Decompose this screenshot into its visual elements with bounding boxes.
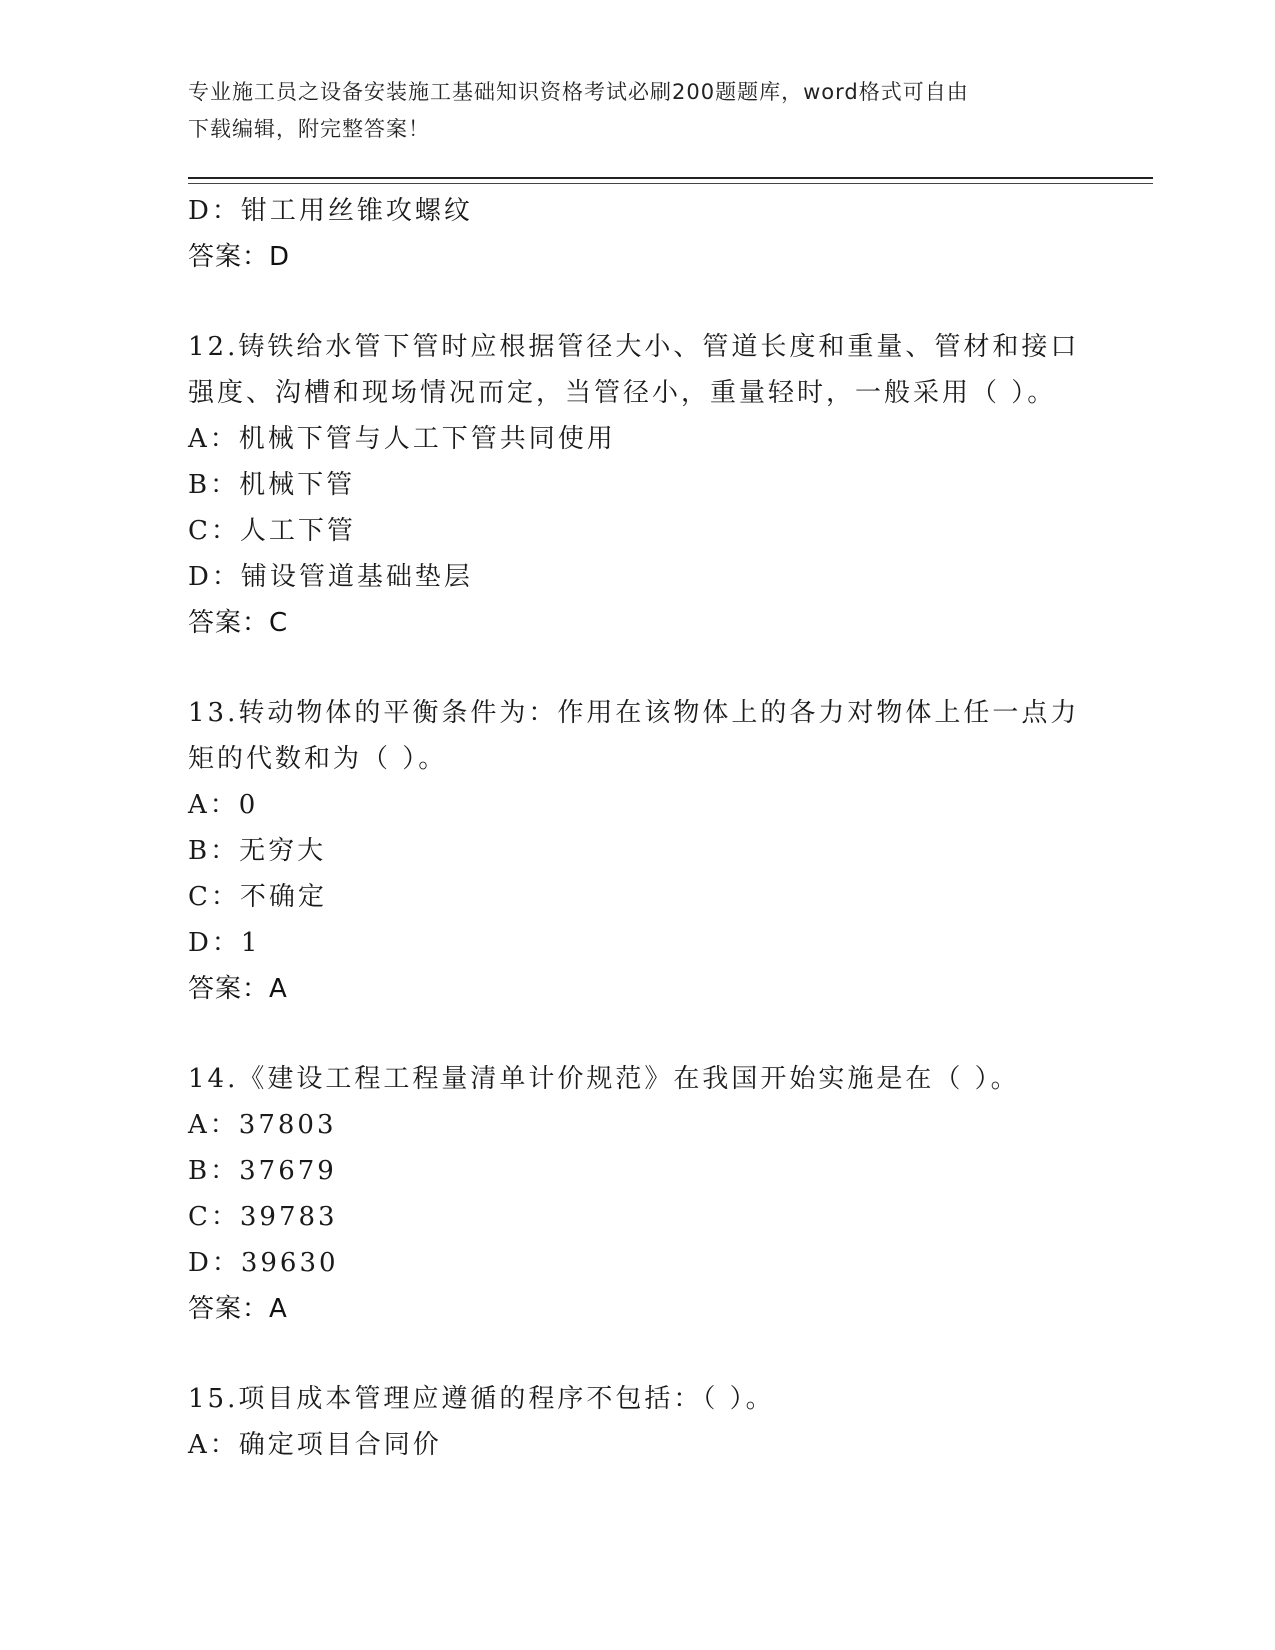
header-divider-thin (188, 183, 1153, 184)
option-b: B：机械下管 (188, 470, 356, 500)
question-block-13 (188, 690, 1088, 1012)
question-stem-cont: 矩的代数和为（ ）。 (188, 744, 448, 774)
question-block-14 (188, 1056, 1088, 1332)
option-a: A：机械下管与人工下管共同使用 (188, 424, 616, 454)
option-c: C：39783 (188, 1202, 338, 1232)
header-divider-thick (188, 177, 1153, 179)
question-stem: 13.转动物体的平衡条件为：作用在该物体上的各力对物体上任一点力 (188, 698, 1080, 728)
header-line-2: 下载编辑，附完整答案！ (188, 117, 430, 141)
option-c: C：人工下管 (188, 516, 356, 546)
option-a: A：0 (188, 790, 259, 820)
question-stem-cont: 强度、沟槽和现场情况而定，当管径小，重量轻时，一般采用（ ）。 (188, 378, 1057, 408)
spacer (188, 1332, 1088, 1376)
spacer (188, 1012, 1088, 1056)
answer-line: 答案：A (188, 974, 288, 1004)
option-d: D：39630 (188, 1248, 339, 1278)
spacer (188, 646, 1088, 690)
question-stem: 12.铸铁给水管下管时应根据管径大小、管道长度和重量、管材和接口 (188, 332, 1080, 362)
header-line-1: 专业施工员之设备安装施工基础知识资格考试必刷200题题库，word格式可自由 (188, 80, 969, 104)
question-block-prev (188, 188, 1088, 280)
option-b: B：37679 (188, 1156, 337, 1186)
option-a: A：确定项目合同价 (188, 1430, 442, 1460)
question-stem: 14.《建设工程工程量清单计价规范》在我国开始实施是在（ ）。 (188, 1064, 1020, 1094)
question-list (188, 188, 1088, 1468)
document-header (188, 74, 1088, 148)
question-stem: 15.项目成本管理应遵循的程序不包括：（ ）。 (188, 1384, 775, 1414)
answer-line: 答案：A (188, 1294, 288, 1324)
question-block-15 (188, 1376, 1088, 1468)
option-c: C：不确定 (188, 882, 327, 912)
option-b: B：无穷大 (188, 836, 327, 866)
answer-line: 答案：C (188, 608, 289, 638)
option-d: D：1 (188, 928, 261, 958)
spacer (188, 280, 1088, 324)
question-block-12 (188, 324, 1088, 646)
option-d: D：铺设管道基础垫层 (188, 562, 473, 592)
option-d: D：钳工用丝锥攻螺纹 (188, 196, 473, 226)
option-a: A：37803 (188, 1110, 337, 1140)
answer-line: 答案：D (188, 242, 291, 272)
